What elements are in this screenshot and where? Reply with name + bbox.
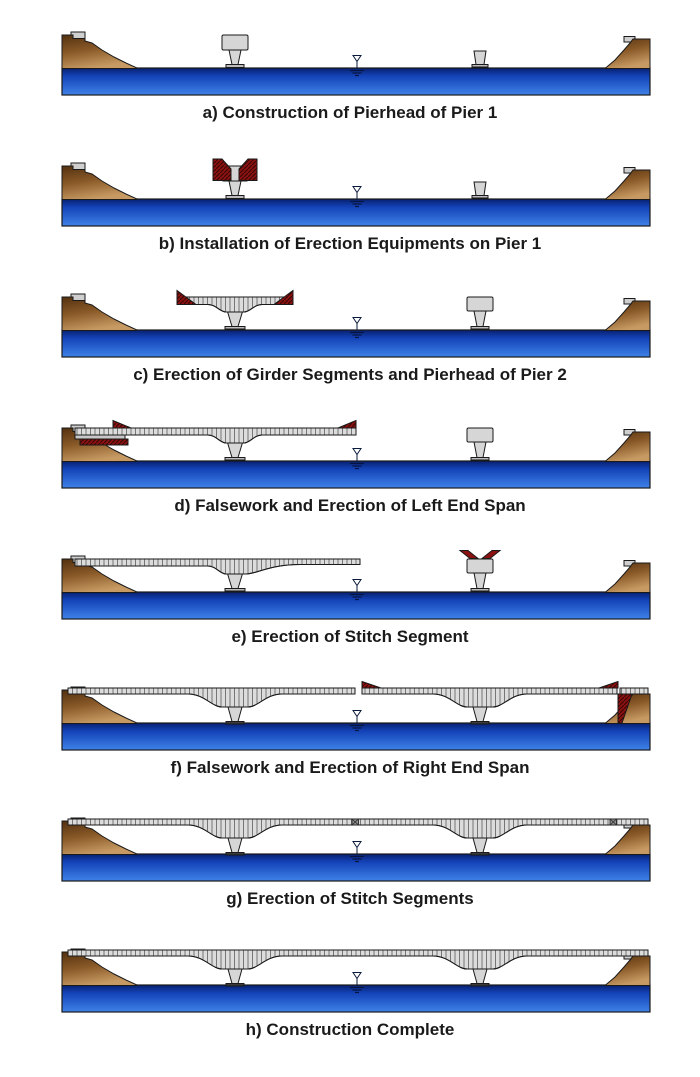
caption-d: d) Falsework and Erection of Left End Span xyxy=(174,496,526,515)
scene-f xyxy=(0,681,700,756)
girder-segments xyxy=(362,688,617,707)
scene-a xyxy=(0,26,700,101)
right-embankment xyxy=(605,561,650,593)
erection-equipment-pier-2 xyxy=(460,551,500,559)
girder-left-half xyxy=(68,688,355,707)
caption-a: a) Construction of Pierhead of Pier 1 xyxy=(202,103,498,122)
panel-a xyxy=(0,26,700,122)
right-embankment xyxy=(605,37,650,69)
right-embankment xyxy=(605,823,650,855)
pier-2-stub xyxy=(472,51,488,67)
pier-2-with-pierhead xyxy=(467,428,493,460)
pier-1-shaft xyxy=(226,838,244,855)
left-embankment xyxy=(62,32,138,69)
panel-h xyxy=(0,943,700,1039)
pier-1-with-pierhead xyxy=(222,35,248,68)
pier-1-shaft xyxy=(226,969,244,986)
panel-c xyxy=(0,288,700,384)
right-end-span-piece xyxy=(620,688,648,694)
cantilever-girder-pier-1 xyxy=(177,291,293,313)
equipment-right-wing xyxy=(482,551,500,559)
scene-h xyxy=(0,943,700,1018)
falsework-left xyxy=(80,439,128,445)
right-embankment xyxy=(605,954,650,986)
pier-2-with-pierhead xyxy=(467,297,493,329)
pier-2-shaft xyxy=(471,838,489,855)
pier-2-with-pierhead xyxy=(467,559,493,591)
equipment-left-wing xyxy=(460,551,478,559)
scene-e xyxy=(0,550,700,625)
scene-g xyxy=(0,812,700,887)
panel-e xyxy=(0,550,700,646)
caption-f: f) Falsework and Erection of Right End Span xyxy=(170,758,530,777)
river-water xyxy=(62,592,650,619)
erection-equipment-left-end xyxy=(113,421,131,429)
right-embankment xyxy=(605,299,650,331)
pier-1-shaft xyxy=(225,310,245,329)
river-water xyxy=(62,199,650,226)
left-embankment xyxy=(62,294,138,331)
pier-1-shaft xyxy=(225,441,245,460)
river-water xyxy=(62,985,650,1012)
girder-segments xyxy=(185,297,285,312)
right-embankment xyxy=(605,430,650,462)
stitch-segment-right xyxy=(610,819,617,825)
pier-2-stub xyxy=(472,182,488,198)
river-water xyxy=(62,330,650,357)
panel-d xyxy=(0,419,700,515)
caption-c: c) Erection of Girder Segments and Pierhead of Pier 2 xyxy=(133,365,567,384)
pier-1-shaft xyxy=(226,707,244,724)
scene-b xyxy=(0,157,700,232)
erection-traveller-center xyxy=(362,682,381,689)
caption-g: g) Erection of Stitch Segments xyxy=(226,889,474,908)
girder-segments xyxy=(68,688,355,707)
left-embankment xyxy=(62,163,138,200)
river-water xyxy=(62,68,650,95)
erection-traveller-right-tip xyxy=(338,421,356,429)
abutment-seat-strip xyxy=(75,435,125,439)
panel-g xyxy=(0,812,700,908)
scene-d xyxy=(0,419,700,494)
full-bridge-girder xyxy=(68,950,648,969)
equipment-left-post xyxy=(213,159,231,181)
girder-segments xyxy=(75,559,360,574)
river-water xyxy=(62,723,650,750)
right-embankment xyxy=(605,168,650,200)
pier-2-shaft xyxy=(471,969,489,986)
full-bridge-girder xyxy=(68,819,648,838)
pier-2-shaft xyxy=(471,707,489,724)
caption-e: e) Erection of Stitch Segment xyxy=(231,627,469,646)
scene-c xyxy=(0,288,700,363)
equipment-right-post xyxy=(239,159,257,181)
caption-h: h) Construction Complete xyxy=(245,1020,455,1039)
caption-b: b) Installation of Erection Equipments on Pier 1 xyxy=(158,234,542,253)
girder-with-stitch-segment xyxy=(75,559,360,574)
girder-right-half xyxy=(362,682,618,708)
river-water xyxy=(62,461,650,488)
stitch-segment-center xyxy=(352,819,359,825)
erection-traveller-right-end xyxy=(599,682,618,689)
panel-f xyxy=(0,681,700,777)
panel-b xyxy=(0,157,700,253)
river-water xyxy=(62,854,650,881)
girder-segments xyxy=(68,950,648,969)
pier-1-shaft xyxy=(225,572,245,591)
